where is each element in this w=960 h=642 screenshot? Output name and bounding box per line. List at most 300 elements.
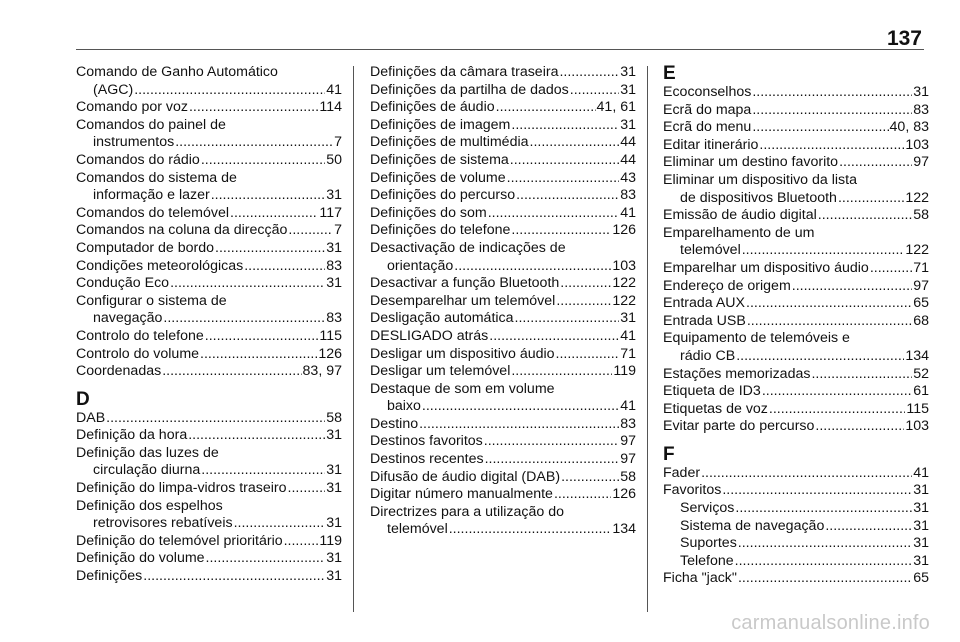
index-page-ref: 97	[913, 277, 929, 294]
index-entry-text: Estações memorizadas	[663, 365, 811, 382]
index-entry	[370, 205, 636, 223]
dot-leader	[511, 222, 611, 240]
index-page-ref: 114	[319, 99, 342, 116]
index-entry-line	[663, 295, 929, 313]
index-entry-text: Definições do percurso	[370, 187, 516, 204]
dot-leader	[175, 134, 333, 152]
index-entry	[370, 293, 636, 311]
dot-leader	[792, 278, 912, 296]
index-letter-heading: F	[663, 443, 675, 465]
index-entry-line	[370, 469, 636, 487]
index-entry	[370, 433, 636, 451]
index-entry-line	[76, 410, 342, 428]
index-entry-text: Destino	[370, 415, 419, 432]
index-letter-heading: D	[76, 388, 90, 410]
index-entry-line	[663, 518, 929, 536]
index-entry	[76, 568, 342, 586]
index-entry	[76, 64, 342, 99]
index-entry-text: Eliminar um destino favorito	[663, 154, 839, 171]
index-entry-line	[370, 240, 636, 258]
index-entry	[370, 222, 636, 240]
dot-leader	[188, 427, 325, 445]
index-entry-line	[663, 383, 929, 401]
index-entry-line	[370, 258, 636, 276]
index-page-ref: 41	[913, 464, 929, 481]
index-entry-line	[663, 330, 929, 348]
index-entry-text: Computador de bordo	[76, 239, 215, 256]
dot-leader	[742, 242, 905, 260]
index-entry-text: Definição do telemóvel prioritário	[76, 532, 283, 549]
index-entry-text: Comandos do painel de	[76, 116, 226, 133]
index-entry-text: Definição da hora	[76, 427, 188, 444]
dot-leader	[244, 258, 325, 276]
index-entry	[370, 134, 636, 152]
dot-leader	[752, 102, 912, 120]
dot-leader	[419, 416, 619, 434]
index-page-ref: 41	[620, 327, 636, 344]
dot-leader	[559, 64, 619, 82]
index-page-ref: 52	[913, 365, 929, 382]
index-entry-line	[370, 187, 636, 205]
index-entry-line	[663, 553, 929, 571]
index-page-ref: 65	[913, 295, 929, 312]
index-entry-line	[663, 418, 929, 436]
index-entry-line	[370, 328, 636, 346]
index-page-ref: 122	[612, 292, 636, 309]
index-entry-line	[663, 401, 929, 419]
index-entry-line	[370, 117, 636, 135]
index-page-ref: 122	[905, 189, 929, 206]
index-entry-text: informação e lazer	[93, 187, 210, 204]
index-entry-text: DESLIGADO atrás	[370, 327, 489, 344]
index-entry	[663, 84, 929, 102]
dot-leader	[234, 515, 326, 533]
index-entry-text: circulação diurna	[93, 462, 201, 479]
dot-leader	[825, 518, 912, 536]
index-page-ref: 58	[326, 409, 342, 426]
index-entry-text: Desligar um dispositivo áudio	[370, 345, 555, 362]
dot-leader	[530, 134, 620, 152]
index-entry-text: Serviços	[680, 500, 735, 517]
index-entry-line	[76, 205, 342, 223]
dot-leader	[818, 207, 912, 225]
index-entry-text: Ecrã do mapa	[663, 101, 752, 118]
index-entry	[76, 346, 342, 364]
index-entry	[663, 119, 929, 137]
index-entry	[76, 99, 342, 117]
dot-leader	[422, 398, 619, 416]
index-entry	[663, 465, 929, 483]
index-page-ref: 31	[913, 482, 929, 499]
index-entry-line	[663, 570, 929, 588]
dot-leader	[769, 401, 905, 419]
index-entry-text: Equipamento de telemóveis e	[663, 330, 850, 347]
index-entry-text: Etiquetas de voz	[663, 400, 768, 417]
index-entry-text: Definição do limpa-vidros traseiro	[76, 480, 287, 497]
index-entry-text: Controlo do volume	[76, 345, 200, 362]
index-entry-text: Definições do som	[370, 204, 487, 221]
index-entry-line	[663, 102, 929, 120]
index-entry-text: instrumentos	[93, 134, 175, 151]
dot-leader	[163, 310, 325, 328]
index-entry-line	[370, 486, 636, 504]
index-entry-line	[663, 465, 929, 483]
index-entry-line	[76, 258, 342, 276]
index-entry-text: Definições de áudio	[370, 99, 495, 116]
index-entry-line	[370, 310, 636, 328]
dot-leader	[106, 410, 325, 428]
index-entry	[663, 418, 929, 436]
index-column-2	[370, 64, 636, 539]
column-separator	[353, 66, 354, 612]
index-entry	[663, 207, 929, 225]
index-page-ref: 44	[620, 134, 636, 151]
index-entry-line	[370, 293, 636, 311]
index-entry-text: Entrada USB	[663, 312, 746, 329]
index-page-ref: 126	[318, 345, 342, 362]
index-entry	[76, 275, 342, 293]
index-page-ref: 83	[620, 415, 636, 432]
index-page-ref: 83	[620, 187, 636, 204]
index-entry-line	[663, 154, 929, 172]
index-entry-text: Emparelhar um dispositivo áudio	[663, 259, 869, 276]
index-entry	[370, 187, 636, 205]
index-page-ref: 122	[905, 242, 929, 259]
index-entry-text: navegação	[93, 310, 163, 327]
index-entry-text: Suportes	[680, 535, 737, 552]
index-entry-line	[370, 82, 636, 100]
dot-leader	[815, 418, 904, 436]
dot-leader	[747, 313, 912, 331]
index-entry-line	[76, 152, 342, 170]
index-entry	[370, 363, 636, 381]
dot-leader	[507, 170, 620, 188]
index-page-ref: 40, 83	[889, 119, 929, 136]
index-entry-text: de dispositivos Bluetooth	[680, 189, 837, 206]
column-separator	[647, 66, 648, 612]
index-entry-text: (AGC)	[93, 81, 134, 98]
index-page-ref: 83	[326, 257, 342, 274]
index-entry-line	[76, 293, 342, 311]
index-entry	[370, 275, 636, 293]
index-entry-line	[76, 480, 342, 498]
dot-leader	[735, 553, 913, 571]
index-page-ref: 31	[326, 239, 342, 256]
index-entry	[663, 102, 929, 120]
index-entry-text: Condições meteorológicas	[76, 257, 244, 274]
index-page-ref: 31	[326, 187, 342, 204]
index-entry-line	[663, 500, 929, 518]
index-entry-text: Emparelhamento de um	[663, 224, 815, 241]
index-entry-line	[370, 398, 636, 416]
dot-leader	[206, 550, 326, 568]
index-entry-text: Desligação automática	[370, 310, 514, 327]
index-entry	[663, 260, 929, 278]
index-page-ref: 41	[620, 204, 636, 221]
dot-leader	[454, 258, 611, 276]
index-entry	[663, 383, 929, 401]
index-page-ref: 7	[334, 134, 342, 151]
index-entry-line	[663, 313, 929, 331]
index-entry-text: Comandos do telemóvel	[76, 204, 229, 221]
index-page-ref: 43	[620, 169, 636, 186]
index-entry-text: Eliminar um dispositivo da lista	[663, 171, 857, 188]
dot-leader	[838, 190, 904, 208]
dot-leader	[752, 84, 912, 102]
index-page-ref: 50	[326, 151, 342, 168]
index-entry-line	[663, 84, 929, 102]
index-entry-line	[76, 187, 342, 205]
index-page-ref: 31	[913, 517, 929, 534]
dot-leader	[284, 533, 319, 551]
index-page-ref: 115	[319, 327, 342, 344]
dot-leader	[762, 383, 912, 401]
index-page-ref: 134	[905, 347, 929, 364]
index-entry-text: Definições da partilha de dados	[370, 81, 569, 98]
index-page-ref: 126	[612, 486, 636, 503]
dot-leader	[722, 482, 912, 500]
index-entry-text: Directrizes para a utilização do	[370, 503, 564, 520]
index-page-ref: 117	[319, 204, 342, 221]
dot-leader	[556, 346, 620, 364]
index-entry-text: Entrada AUX	[663, 295, 746, 312]
index-entry	[76, 498, 342, 533]
index-page-ref: 71	[913, 259, 929, 276]
dot-leader	[561, 469, 619, 487]
index-page-ref: 31	[913, 84, 929, 100]
index-entry-line	[663, 535, 929, 553]
dot-leader	[515, 310, 620, 328]
index-entry	[370, 504, 636, 539]
index-entry-line	[663, 172, 929, 190]
index-entry-line	[76, 134, 342, 152]
dot-leader	[510, 152, 619, 170]
index-subentry	[663, 500, 929, 518]
index-entry-line	[370, 134, 636, 152]
index-entry-text: Telefone	[680, 552, 734, 569]
index-entry-line	[663, 119, 929, 137]
index-entry-line	[663, 190, 929, 208]
index-entry-line	[370, 170, 636, 188]
index-entry-line	[370, 99, 636, 117]
index-entry	[663, 570, 929, 588]
index-entry	[370, 310, 636, 328]
index-entry-line	[76, 99, 342, 117]
dot-leader	[484, 433, 619, 451]
dot-leader	[570, 82, 619, 100]
index-entry	[663, 172, 929, 207]
index-page-ref: 41, 61	[596, 99, 636, 116]
dot-leader	[752, 119, 888, 137]
index-page-ref: 97	[620, 433, 636, 450]
index-entry-text: Endereço de origem	[663, 277, 791, 294]
index-entry-line	[76, 445, 342, 463]
index-page-ref: 31	[620, 310, 636, 327]
index-entry-text: retrovisores rebatíveis	[93, 515, 233, 532]
index-entry-text: Configurar o sistema de	[76, 292, 227, 309]
index-entry-line	[76, 275, 342, 293]
index-entry	[76, 293, 342, 328]
index-page-ref: 7	[334, 222, 342, 239]
index-entry-line	[76, 310, 342, 328]
index-entry-text: Comando por voz	[76, 99, 188, 116]
index-entry-text: Destinos favoritos	[370, 433, 483, 450]
index-page-ref: 97	[913, 154, 929, 171]
dot-leader	[205, 328, 319, 346]
index-page-ref: 83	[326, 310, 342, 327]
index-entry-line	[76, 568, 342, 586]
index-entry-text: Destinos recentes	[370, 451, 484, 468]
index-entry-text: telemóvel	[680, 242, 741, 259]
dot-leader	[759, 137, 904, 155]
index-entry	[76, 240, 342, 258]
index-entry	[370, 117, 636, 135]
index-entry	[76, 427, 342, 445]
dot-leader	[496, 99, 596, 117]
page-number: 137	[886, 27, 922, 50]
index-page-ref: 58	[913, 207, 929, 224]
index-entry-line	[76, 170, 342, 188]
index-entry-text: Condução Eco	[76, 275, 170, 292]
dot-leader	[556, 293, 611, 311]
index-entry-line	[76, 328, 342, 346]
index-entry	[370, 469, 636, 487]
dot-leader	[162, 363, 301, 381]
index-entry-text: telemóvel	[387, 521, 448, 538]
dot-leader	[839, 154, 912, 172]
index-entry-line	[76, 363, 342, 381]
index-entry-text: baixo	[387, 398, 421, 415]
index-entry-text: Sistema de navegação	[680, 517, 825, 534]
index-entry-line	[370, 152, 636, 170]
index-page-ref: 41	[620, 398, 636, 415]
index-page-ref: 31	[620, 64, 636, 80]
dot-leader	[701, 465, 912, 483]
index-entry	[663, 401, 929, 419]
index-entry	[76, 117, 342, 152]
index-letter-heading: E	[663, 63, 676, 84]
index-entry	[370, 64, 636, 82]
dot-leader	[554, 486, 611, 504]
index-entry-text: Favoritos	[663, 482, 722, 499]
index-entry-text: Comando de Ganho Automático	[76, 64, 278, 80]
index-entry-line	[370, 504, 636, 522]
index-entry-line	[76, 515, 342, 533]
index-entry-text: Fader	[663, 464, 701, 481]
index-page-ref: 31	[326, 480, 342, 497]
index-entry	[76, 480, 342, 498]
index-entry-line	[76, 64, 342, 82]
index-entry	[663, 154, 929, 172]
dot-leader	[134, 82, 325, 100]
dot-leader	[516, 187, 619, 205]
index-page-ref: 103	[905, 418, 929, 435]
index-entry	[663, 482, 929, 500]
dot-leader	[485, 451, 620, 469]
index-subentry	[663, 518, 929, 536]
dot-leader	[200, 346, 317, 364]
dot-leader	[811, 366, 912, 384]
dot-leader	[736, 348, 904, 366]
index-entry-text: Editar itinerário	[663, 136, 759, 153]
index-entry-text: Definição dos espelhos	[76, 497, 223, 514]
watermark: carmanualsonline.info	[731, 612, 930, 634]
dot-leader	[735, 500, 912, 518]
index-entry	[76, 328, 342, 346]
index-entry-line	[76, 346, 342, 364]
dot-leader	[738, 570, 912, 588]
index-page-ref: 31	[326, 568, 342, 585]
index-entry-text: Definições de sistema	[370, 151, 509, 168]
index-entry-text: Desactivação de indicações de	[370, 239, 566, 256]
index-entry	[76, 550, 342, 568]
index-entry	[663, 313, 929, 331]
index-page-ref: 31	[326, 462, 342, 479]
index-entry-text: Coordenadas	[76, 363, 162, 380]
index-entry-text: Ecoconselhos	[663, 84, 752, 100]
index-entry-line	[370, 416, 636, 434]
index-entry-line	[370, 451, 636, 469]
index-page-ref: 68	[913, 312, 929, 329]
index-page-ref: 44	[620, 151, 636, 168]
dot-leader	[511, 363, 612, 381]
dot-leader	[215, 240, 325, 258]
index-entry-line	[663, 225, 929, 243]
index-entry-line	[370, 222, 636, 240]
index-entry	[663, 330, 929, 365]
index-entry-text: rádio CB	[680, 347, 736, 364]
index-entry	[370, 486, 636, 504]
index-entry	[76, 205, 342, 223]
index-entry-text: Definições	[76, 568, 143, 585]
index-entry	[663, 366, 929, 384]
index-entry-text: Desemparelhar um telemóvel	[370, 292, 556, 309]
dot-leader	[170, 275, 325, 293]
index-entry-text: Digitar número manualmente	[370, 486, 553, 503]
index-entry-line	[663, 278, 929, 296]
dot-leader	[230, 205, 318, 223]
index-entry-line	[76, 82, 342, 100]
dot-leader	[449, 521, 612, 539]
index-entry	[370, 170, 636, 188]
index-entry-text: Comandos do rádio	[76, 151, 200, 168]
index-entry	[370, 99, 636, 117]
index-entry-text: Emissão de áudio digital	[663, 207, 817, 224]
index-entry-text: Definições do telefone	[370, 222, 511, 239]
dot-leader	[746, 295, 912, 313]
dot-leader	[870, 260, 912, 278]
index-page-ref: 97	[620, 451, 636, 468]
index-entry	[370, 152, 636, 170]
index-entry-line	[663, 348, 929, 366]
index-entry-line	[76, 222, 342, 240]
dot-leader	[489, 328, 619, 346]
index-entry-line	[76, 462, 342, 480]
index-entry-text: Definições de multimédia	[370, 134, 529, 151]
index-page-ref: 71	[620, 345, 636, 362]
index-entry	[663, 225, 929, 260]
dot-leader	[288, 480, 326, 498]
dot-leader	[201, 462, 325, 480]
header-rule	[76, 49, 924, 50]
index-subentry	[663, 553, 929, 571]
index-page-ref: 31	[326, 550, 342, 567]
index-entry-text: Definição das luzes de	[76, 444, 219, 461]
index-entry-line	[76, 498, 342, 516]
index-entry	[76, 410, 342, 428]
index-entry-line	[663, 482, 929, 500]
index-entry-line	[76, 117, 342, 135]
